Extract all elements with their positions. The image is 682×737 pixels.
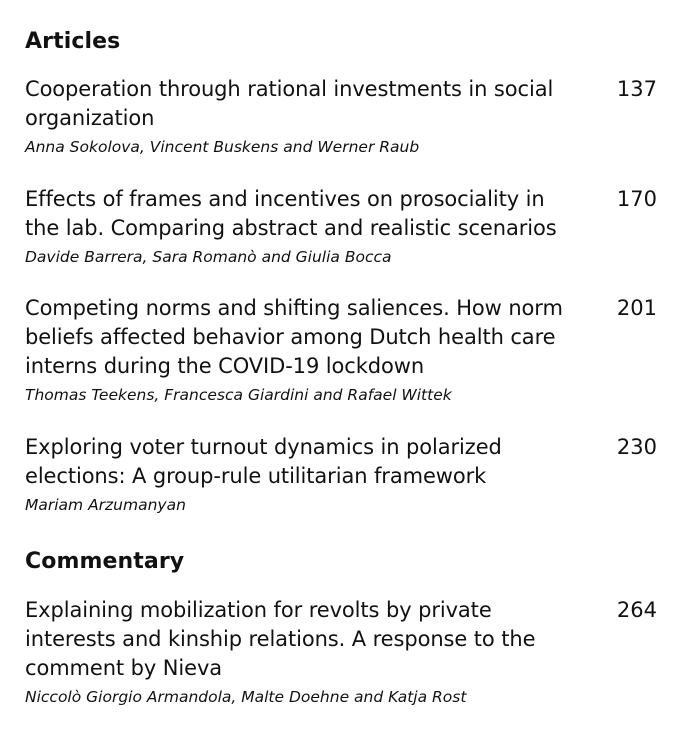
entry-title[interactable]: Exploring voter turnout dynamics in polarized elections: A group-rule utilitarian framework [25,435,502,488]
toc-entry[interactable] [25,294,657,405]
entry-page-number: 137 [616,77,657,101]
toc-entry[interactable] [25,75,657,157]
entry-title[interactable]: Effects of frames and incentives on prosociality in the lab. Comparing abstract and realistic scenarios [25,187,557,240]
entry-authors: Anna Sokolova, Vincent Buskens and Werner Raub [25,138,420,156]
entry-page-number: 264 [616,598,657,622]
entry-page-number: 170 [616,187,657,211]
section-heading-commentary: Commentary [25,549,185,574]
section-heading-articles: Articles [25,29,121,54]
entry-title[interactable]: Cooperation through rational investments in social organization [25,77,554,130]
entry-page-number: 201 [616,296,657,320]
entry-authors: Davide Barrera, Sara Romanò and Giulia Bocca [25,248,392,266]
entry-authors: Thomas Teekens, Francesca Giardini and Rafael Wittek [25,386,452,404]
entry-title[interactable]: Explaining mobilization for revolts by private interests and kinship relations. A response to the comment by Nieva [25,598,536,680]
entry-authors: Niccolò Giorgio Armandola, Malte Doehne and Katja Rost [25,688,467,706]
entry-page-number: 230 [616,435,657,459]
toc-entry[interactable] [25,433,657,515]
toc-entry[interactable] [25,596,657,707]
entry-authors: Mariam Arzumanyan [25,496,186,514]
toc-entry[interactable] [25,185,657,267]
entry-title[interactable]: Competing norms and shifting saliences. How norm beliefs affected behavior among Dutch health care interns during the COVID-19 lockdown [25,296,563,378]
